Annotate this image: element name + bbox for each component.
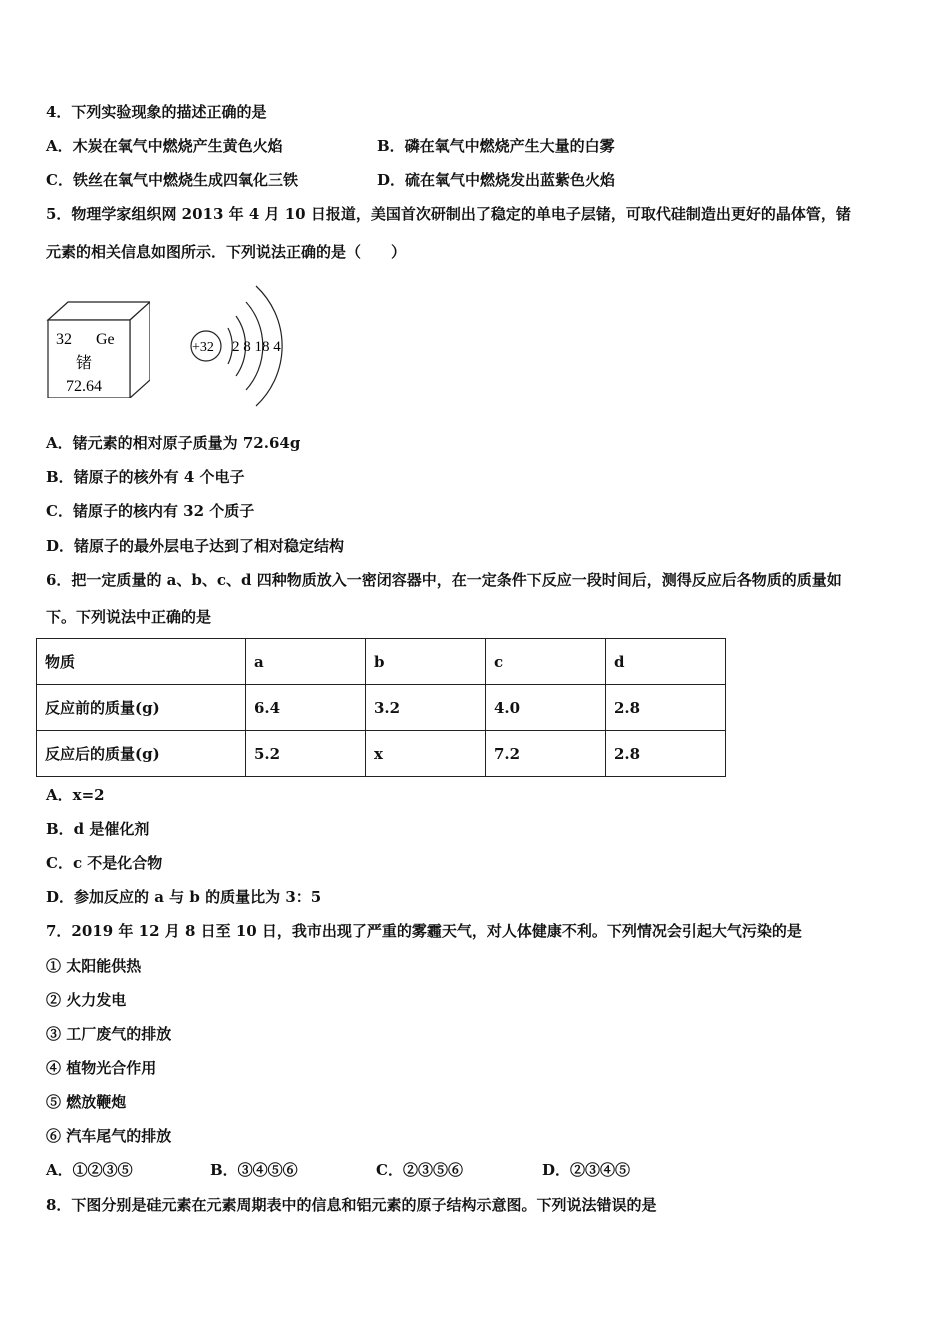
q8-stem: 8．下图分别是硅元素在元素周期表中的信息和铝元素的原子结构示意图。下列说法错误的是 <box>46 1196 657 1214</box>
table-cell: 2.8 <box>606 731 726 777</box>
q6-stem-line2: 下。下列说法中正确的是 <box>46 608 212 626</box>
q7-item-4: ④ 植物光合作用 <box>46 1059 157 1077</box>
table-row <box>37 685 726 731</box>
q4-stem: 4．下列实验现象的描述正确的是 <box>46 103 267 121</box>
table-cell: 7.2 <box>486 731 606 777</box>
q5-option-c: C．锗原子的核内有 32 个质子 <box>46 502 255 520</box>
element-name: 锗 <box>76 353 93 372</box>
q7-option-c: C．②③⑤⑥ <box>376 1161 463 1179</box>
table-cell: 5.2 <box>246 731 366 777</box>
element-card <box>46 300 150 398</box>
mass-table <box>36 638 726 777</box>
q4-option-d: D．硫在氧气中燃烧发出蓝紫色火焰 <box>377 171 616 189</box>
element-atomic-number: 32 <box>56 331 72 348</box>
q5-stem-line1: 5．物理学家组织网 2013 年 4 月 10 日报道，美国首次研制出了稳定的单电子层锗，可取代硅制造出更好的晶体管，锗 <box>46 205 851 223</box>
q7-item-3: ③ 工厂废气的排放 <box>46 1025 172 1043</box>
table-cell: 反应前的质量(g) <box>37 685 246 731</box>
q7-item-2: ② 火力发电 <box>46 991 127 1009</box>
q7-item-5: ⑤ 燃放鞭炮 <box>46 1093 127 1111</box>
q5-stem-line2: 元素的相关信息如图所示．下列说法正确的是（ ） <box>46 243 407 261</box>
table-header-row <box>37 639 726 685</box>
q5-option-d: D．锗原子的最外层电子达到了相对稳定结构 <box>46 537 345 555</box>
q6-stem-line1: 6．把一定质量的 a、b、c、d 四种物质放入一密闭容器中，在一定条件下反应一段时间后，测得反应后各物质的质量如 <box>46 571 842 589</box>
atom-structure-diagram <box>188 270 298 420</box>
element-mass: 72.64 <box>66 378 102 395</box>
q7-item-1: ① 太阳能供热 <box>46 957 142 975</box>
q6-option-a: A．x=2 <box>46 786 105 804</box>
table-row <box>37 731 726 777</box>
table-cell: 物质 <box>37 639 246 685</box>
q6-option-d: D．参加反应的 a 与 b 的质量比为 3：5 <box>46 888 322 906</box>
table-cell: 反应后的质量(g) <box>37 731 246 777</box>
q4-option-a: A．木炭在氧气中燃烧产生黄色火焰 <box>46 137 283 155</box>
element-symbol: Ge <box>96 331 115 348</box>
q7-stem: 7．2019 年 12 月 8 日至 10 日，我市出现了严重的雾霾天气，对人体健康不利。下列情况会引起大气污染的是 <box>46 922 802 940</box>
table-cell: 3.2 <box>366 685 486 731</box>
electron-shell-counts: 2 8 18 4 <box>232 339 281 355</box>
table-cell: d <box>606 639 726 685</box>
q7-option-a: A．①②③⑤ <box>46 1161 133 1179</box>
q6-option-b: B．d 是催化剂 <box>46 820 150 838</box>
table-cell: 4.0 <box>486 685 606 731</box>
q5-option-b: B．锗原子的核外有 4 个电子 <box>46 468 245 486</box>
q7-item-6: ⑥ 汽车尾气的排放 <box>46 1127 172 1145</box>
q4-option-c: C．铁丝在氧气中燃烧生成四氧化三铁 <box>46 171 298 189</box>
q4-option-b: B．磷在氧气中燃烧产生大量的白雾 <box>377 137 615 155</box>
table-cell: 2.8 <box>606 685 726 731</box>
table-cell: a <box>246 639 366 685</box>
table-cell: 6.4 <box>246 685 366 731</box>
q5-option-a: A．锗元素的相对原子质量为 72.64g <box>46 434 301 452</box>
nucleus-charge: +32 <box>192 340 214 355</box>
q6-option-c: C．c 不是化合物 <box>46 854 163 872</box>
table-cell: x <box>366 731 486 777</box>
q7-option-b: B．③④⑤⑥ <box>210 1161 298 1179</box>
table-cell: b <box>366 639 486 685</box>
table-cell: c <box>486 639 606 685</box>
q7-option-d: D．②③④⑤ <box>542 1161 631 1179</box>
